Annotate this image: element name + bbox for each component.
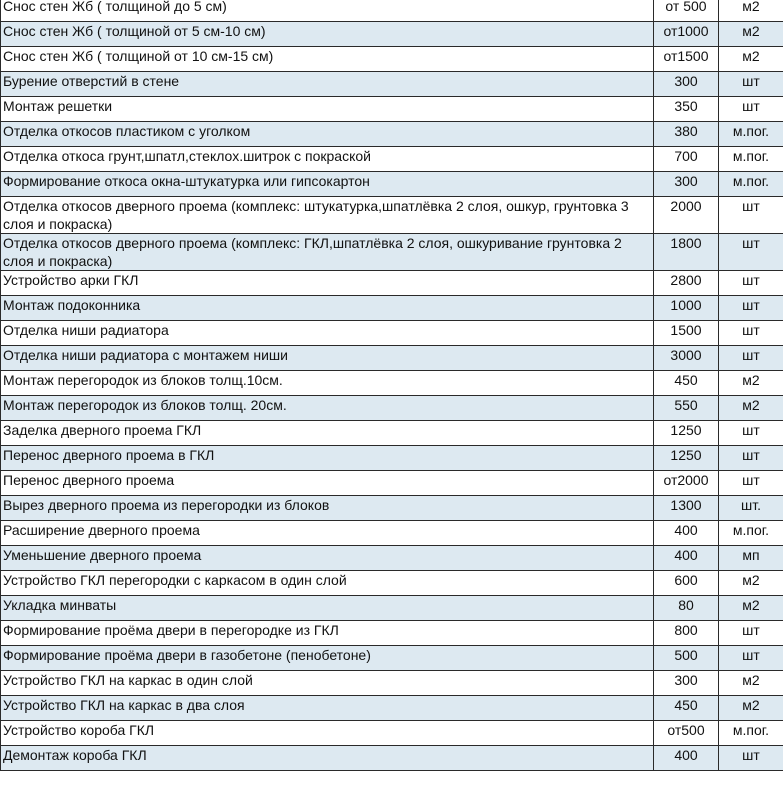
unit-cell: м2 (719, 371, 783, 396)
unit-cell: шт (719, 296, 783, 321)
service-name-cell: Перенос дверного проема в ГКЛ (1, 446, 654, 471)
unit-cell: м2 (719, 0, 783, 22)
table-row (1, 122, 783, 147)
service-name-cell: Вырез дверного проема из перегородки из блоков (1, 496, 654, 521)
price-cell: 3000 (654, 346, 719, 371)
service-name-cell: Устройство ГКЛ на каркас в один слой (1, 671, 654, 696)
price-cell: от 500 (654, 0, 719, 22)
service-name-cell: Устройство ГКЛ на каркас в два слоя (1, 696, 654, 721)
price-cell: 400 (654, 546, 719, 571)
service-name-cell: Формирование проёма двери в газобетоне (пенобетоне) (1, 646, 654, 671)
service-name-cell: Отделка откосов пластиком с уголком (1, 122, 654, 147)
service-name-cell: Монтаж решетки (1, 97, 654, 122)
unit-cell: шт (719, 471, 783, 496)
service-name-cell: Отделка ниши радиатора (1, 321, 654, 346)
table-row (1, 496, 783, 521)
service-name-cell: Монтаж перегородок из блоков толщ. 20см. (1, 396, 654, 421)
service-name-cell: Укладка минваты (1, 596, 654, 621)
service-name-cell: Бурение отверстий в стене (1, 72, 654, 97)
table-row (1, 596, 783, 621)
price-cell: 380 (654, 122, 719, 147)
service-name-cell: Расширение дверного проема (1, 521, 654, 546)
unit-cell: м2 (719, 671, 783, 696)
table-row (1, 696, 783, 721)
price-cell: 2800 (654, 271, 719, 296)
price-cell: от1000 (654, 22, 719, 47)
price-cell: 1000 (654, 296, 719, 321)
table-row (1, 72, 783, 97)
table-row (1, 646, 783, 671)
unit-cell: шт. (719, 496, 783, 521)
table-row (1, 671, 783, 696)
unit-cell: м.пог. (719, 521, 783, 546)
service-name-cell: Устройство ГКЛ перегородки с каркасом в один слой (1, 571, 654, 596)
unit-cell: шт (719, 271, 783, 296)
table-row (1, 546, 783, 571)
unit-cell: шт (719, 446, 783, 471)
table-row (1, 371, 783, 396)
unit-cell: м.пог. (719, 147, 783, 172)
unit-cell: м.пог. (719, 122, 783, 147)
unit-cell: шт (719, 621, 783, 646)
table-row (1, 47, 783, 72)
service-name-cell: Отделка откосов дверного проема (комплекс: штукатурка,шпатлёвка 2 слоя, ошкур, грунтовка 3 слоя и покраска) (1, 197, 654, 234)
service-name-cell: Устройство арки ГКЛ (1, 271, 654, 296)
table-row (1, 346, 783, 371)
table-row (1, 172, 783, 197)
table-row (1, 97, 783, 122)
price-cell: 550 (654, 396, 719, 421)
service-name-cell: Отделка откосов дверного проема (комплекс: ГКЛ,шпатлёвка 2 слоя, ошкуривание грунтовка 2 слоя и покраска) (1, 234, 654, 271)
unit-cell: шт (719, 197, 783, 234)
service-name-cell: Снос стен Жб ( толщиной от 5 см-10 см) (1, 22, 654, 47)
unit-cell: м.пог. (719, 721, 783, 746)
service-name-cell: Снос стен Жб ( толщиной до 5 см) (1, 0, 654, 22)
price-cell: 450 (654, 371, 719, 396)
price-cell: 500 (654, 646, 719, 671)
unit-cell: шт (719, 234, 783, 271)
table-row (1, 22, 783, 47)
service-name-cell: Монтаж перегородок из блоков толщ.10см. (1, 371, 654, 396)
unit-cell: шт (719, 746, 783, 771)
price-cell: 1300 (654, 496, 719, 521)
service-name-cell: Формирование откоса окна-штукатурка или гипсокартон (1, 172, 654, 197)
table-row (1, 234, 783, 271)
unit-cell: шт (719, 421, 783, 446)
table-row (1, 421, 783, 446)
unit-cell: шт (719, 97, 783, 122)
price-cell: 2000 (654, 197, 719, 234)
table-row (1, 0, 783, 22)
price-cell: 400 (654, 746, 719, 771)
table-row (1, 271, 783, 296)
service-name-cell: Снос стен Жб ( толщиной от 10 см-15 см) (1, 47, 654, 72)
price-cell: 400 (654, 521, 719, 546)
unit-cell: шт (719, 321, 783, 346)
price-cell: 1500 (654, 321, 719, 346)
service-name-cell: Формирование проёма двери в перегородке из ГКЛ (1, 621, 654, 646)
service-name-cell: Устройство короба ГКЛ (1, 721, 654, 746)
table-row (1, 321, 783, 346)
price-cell: 300 (654, 172, 719, 197)
unit-cell: мп (719, 546, 783, 571)
service-name-cell: Монтаж подоконника (1, 296, 654, 321)
table-row (1, 147, 783, 172)
price-cell: 1250 (654, 421, 719, 446)
unit-cell: м.пог. (719, 172, 783, 197)
service-name-cell: Демонтаж короба ГКЛ (1, 746, 654, 771)
table-row (1, 197, 783, 234)
unit-cell: м2 (719, 696, 783, 721)
price-cell: 1800 (654, 234, 719, 271)
service-name-cell: Заделка дверного проема ГКЛ (1, 421, 654, 446)
service-name-cell: Перенос дверного проема (1, 471, 654, 496)
table-row (1, 396, 783, 421)
price-cell: 800 (654, 621, 719, 646)
table-row (1, 521, 783, 546)
table-row (1, 571, 783, 596)
service-name-cell: Отделка ниши радиатора с монтажем ниши (1, 346, 654, 371)
table-row (1, 471, 783, 496)
service-name-cell: Отделка откоса грунт,шпатл,стеклох.шитрок с покраской (1, 147, 654, 172)
price-cell: 600 (654, 571, 719, 596)
unit-cell: шт (719, 72, 783, 97)
table-row (1, 621, 783, 646)
unit-cell: м2 (719, 47, 783, 72)
unit-cell: м2 (719, 22, 783, 47)
table-row (1, 721, 783, 746)
price-cell: 1250 (654, 446, 719, 471)
price-cell: 450 (654, 696, 719, 721)
unit-cell: шт (719, 646, 783, 671)
price-cell: 700 (654, 147, 719, 172)
price-cell: 300 (654, 72, 719, 97)
unit-cell: м2 (719, 596, 783, 621)
table-row (1, 296, 783, 321)
price-cell: от500 (654, 721, 719, 746)
price-table-body (1, 0, 783, 771)
price-cell: 350 (654, 97, 719, 122)
unit-cell: шт (719, 346, 783, 371)
table-row (1, 746, 783, 771)
price-cell: от1500 (654, 47, 719, 72)
price-cell: 80 (654, 596, 719, 621)
price-cell: от2000 (654, 471, 719, 496)
price-cell: 300 (654, 671, 719, 696)
table-row (1, 446, 783, 471)
unit-cell: м2 (719, 396, 783, 421)
unit-cell: м2 (719, 571, 783, 596)
service-name-cell: Уменьшение дверного проема (1, 546, 654, 571)
